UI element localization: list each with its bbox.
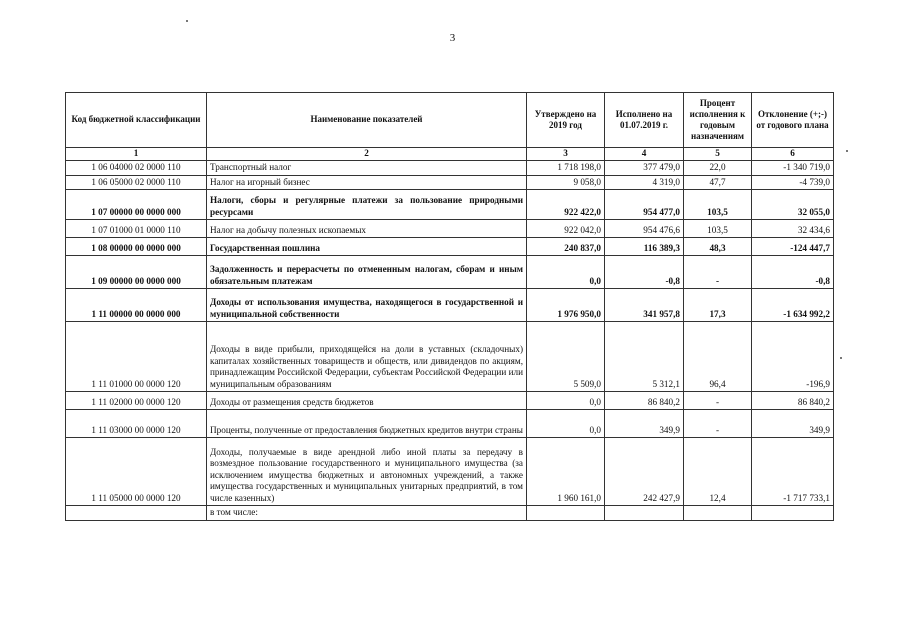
indicator-name-cell: Государственная пошлина bbox=[207, 238, 527, 256]
table-row bbox=[66, 256, 834, 289]
approved-value-cell: 240 837,0 bbox=[527, 238, 605, 256]
executed-value-cell: 341 957,8 bbox=[605, 289, 684, 322]
table-row bbox=[66, 161, 834, 176]
approved-value-cell: 1 718 198,0 bbox=[527, 161, 605, 176]
budget-code-cell: 1 11 03000 00 0000 120 bbox=[66, 410, 207, 438]
approved-value-cell: 9 058,0 bbox=[527, 175, 605, 190]
scan-speck bbox=[846, 150, 848, 152]
executed-value-cell: 4 319,0 bbox=[605, 175, 684, 190]
header-indicator-name: Наименование показателей bbox=[207, 93, 527, 148]
deviation-cell: -1 340 719,0 bbox=[752, 161, 834, 176]
approved-value-cell: 922 042,0 bbox=[527, 220, 605, 238]
table-row bbox=[66, 506, 834, 521]
indicator-name-cell: Доходы в виде прибыли, приходящейся на доли в уставных (складочных) капиталах хозяйственных товариществ и обществ, или дивидендов по акциям, принадлежащим Российской Федерации, субъектам Российской Федерации или муниципальным образованиям bbox=[207, 322, 527, 392]
executed-value-cell: 377 479,0 bbox=[605, 161, 684, 176]
deviation-cell: -1 717 733,1 bbox=[752, 438, 834, 506]
column-number-row bbox=[66, 148, 834, 161]
indicator-name-cell: Налог на игорный бизнес bbox=[207, 175, 527, 190]
budget-execution-table bbox=[65, 92, 834, 521]
budget-code-cell: 1 09 00000 00 0000 000 bbox=[66, 256, 207, 289]
executed-value-cell: 86 840,2 bbox=[605, 392, 684, 410]
deviation-cell: -4 739,0 bbox=[752, 175, 834, 190]
table-row bbox=[66, 392, 834, 410]
budget-code-cell: 1 08 00000 00 0000 000 bbox=[66, 238, 207, 256]
column-number: 6 bbox=[752, 148, 834, 161]
indicator-name-cell: Транспортный налог bbox=[207, 161, 527, 176]
table-row bbox=[66, 438, 834, 506]
approved-value-cell: 5 509,0 bbox=[527, 322, 605, 392]
percent-cell: 12,4 bbox=[684, 438, 752, 506]
indicator-name-cell: Налоги, сборы и регулярные платежи за пользование природными ресурсами bbox=[207, 190, 527, 220]
indicator-name-cell: Налог на добычу полезных ископаемых bbox=[207, 220, 527, 238]
budget-code-cell: 1 07 01000 01 0000 110 bbox=[66, 220, 207, 238]
percent-cell: 22,0 bbox=[684, 161, 752, 176]
approved-value-cell bbox=[527, 506, 605, 521]
deviation-cell: -124 447,7 bbox=[752, 238, 834, 256]
table-row bbox=[66, 175, 834, 190]
table-row bbox=[66, 322, 834, 392]
budget-code-cell: 1 11 02000 00 0000 120 bbox=[66, 392, 207, 410]
percent-cell bbox=[684, 506, 752, 521]
percent-cell: - bbox=[684, 410, 752, 438]
approved-value-cell: 0,0 bbox=[527, 392, 605, 410]
table-row bbox=[66, 289, 834, 322]
header-budget-code: Код бюджетной классификации bbox=[66, 93, 207, 148]
indicator-name-cell: Задолженность и перерасчеты по отмененным налогам, сборам и иным обязательным платежам bbox=[207, 256, 527, 289]
table-row bbox=[66, 220, 834, 238]
approved-value-cell: 0,0 bbox=[527, 256, 605, 289]
budget-code-cell: 1 07 00000 00 0000 000 bbox=[66, 190, 207, 220]
table-header-row bbox=[66, 93, 834, 148]
deviation-cell: -1 634 992,2 bbox=[752, 289, 834, 322]
column-number: 1 bbox=[66, 148, 207, 161]
percent-cell: 48,3 bbox=[684, 238, 752, 256]
header-percent: Процент исполнения к годовым назначениям bbox=[684, 93, 752, 148]
deviation-cell: -196,9 bbox=[752, 322, 834, 392]
executed-value-cell: 116 389,3 bbox=[605, 238, 684, 256]
header-approved: Утверждено на 2019 год bbox=[527, 93, 605, 148]
indicator-name-cell: Доходы, получаемые в виде арендной либо иной платы за передачу в возмездное пользование государственного и муниципального имущества (за исключением имущества бюджетных и автономных учреждений, а также имущества государственных и муниципальных унитарных предприятий, в том числе казенных) bbox=[207, 438, 527, 506]
header-deviation: Отклонение (+;-) от годового плана bbox=[752, 93, 834, 148]
column-number: 3 bbox=[527, 148, 605, 161]
deviation-cell: 32 055,0 bbox=[752, 190, 834, 220]
column-number: 4 bbox=[605, 148, 684, 161]
executed-value-cell: 954 476,6 bbox=[605, 220, 684, 238]
executed-value-cell: 5 312,1 bbox=[605, 322, 684, 392]
percent-cell: 103,5 bbox=[684, 220, 752, 238]
approved-value-cell: 922 422,0 bbox=[527, 190, 605, 220]
deviation-cell: 349,9 bbox=[752, 410, 834, 438]
budget-code-cell: 1 06 04000 02 0000 110 bbox=[66, 161, 207, 176]
budget-code-cell: 1 11 00000 00 0000 000 bbox=[66, 289, 207, 322]
indicator-name-cell: Доходы от размещения средств бюджетов bbox=[207, 392, 527, 410]
executed-value-cell: -0,8 bbox=[605, 256, 684, 289]
percent-cell: 17,3 bbox=[684, 289, 752, 322]
indicator-name-cell: Доходы от использования имущества, находящегося в государственной и муниципальной собственности bbox=[207, 289, 527, 322]
deviation-cell: 86 840,2 bbox=[752, 392, 834, 410]
scan-speck bbox=[186, 20, 188, 22]
header-executed: Исполнено на 01.07.2019 г. bbox=[605, 93, 684, 148]
table-row bbox=[66, 190, 834, 220]
table-row bbox=[66, 410, 834, 438]
deviation-cell bbox=[752, 506, 834, 521]
approved-value-cell: 0,0 bbox=[527, 410, 605, 438]
deviation-cell: -0,8 bbox=[752, 256, 834, 289]
indicator-name-cell: в том числе: bbox=[207, 506, 527, 521]
budget-code-cell: 1 06 05000 02 0000 110 bbox=[66, 175, 207, 190]
table-row bbox=[66, 238, 834, 256]
page-number: 3 bbox=[449, 32, 456, 44]
percent-cell: - bbox=[684, 256, 752, 289]
deviation-cell: 32 434,6 bbox=[752, 220, 834, 238]
executed-value-cell bbox=[605, 506, 684, 521]
column-number: 2 bbox=[207, 148, 527, 161]
approved-value-cell: 1 960 161,0 bbox=[527, 438, 605, 506]
percent-cell: - bbox=[684, 392, 752, 410]
executed-value-cell: 349,9 bbox=[605, 410, 684, 438]
percent-cell: 47,7 bbox=[684, 175, 752, 190]
percent-cell: 103,5 bbox=[684, 190, 752, 220]
percent-cell: 96,4 bbox=[684, 322, 752, 392]
scan-speck bbox=[840, 357, 842, 359]
budget-code-cell: 1 11 05000 00 0000 120 bbox=[66, 438, 207, 506]
budget-code-cell: 1 11 01000 00 0000 120 bbox=[66, 322, 207, 392]
executed-value-cell: 954 477,0 bbox=[605, 190, 684, 220]
approved-value-cell: 1 976 950,0 bbox=[527, 289, 605, 322]
indicator-name-cell: Проценты, полученные от предоставления бюджетных кредитов внутри страны bbox=[207, 410, 527, 438]
budget-code-cell bbox=[66, 506, 207, 521]
executed-value-cell: 242 427,9 bbox=[605, 438, 684, 506]
column-number: 5 bbox=[684, 148, 752, 161]
